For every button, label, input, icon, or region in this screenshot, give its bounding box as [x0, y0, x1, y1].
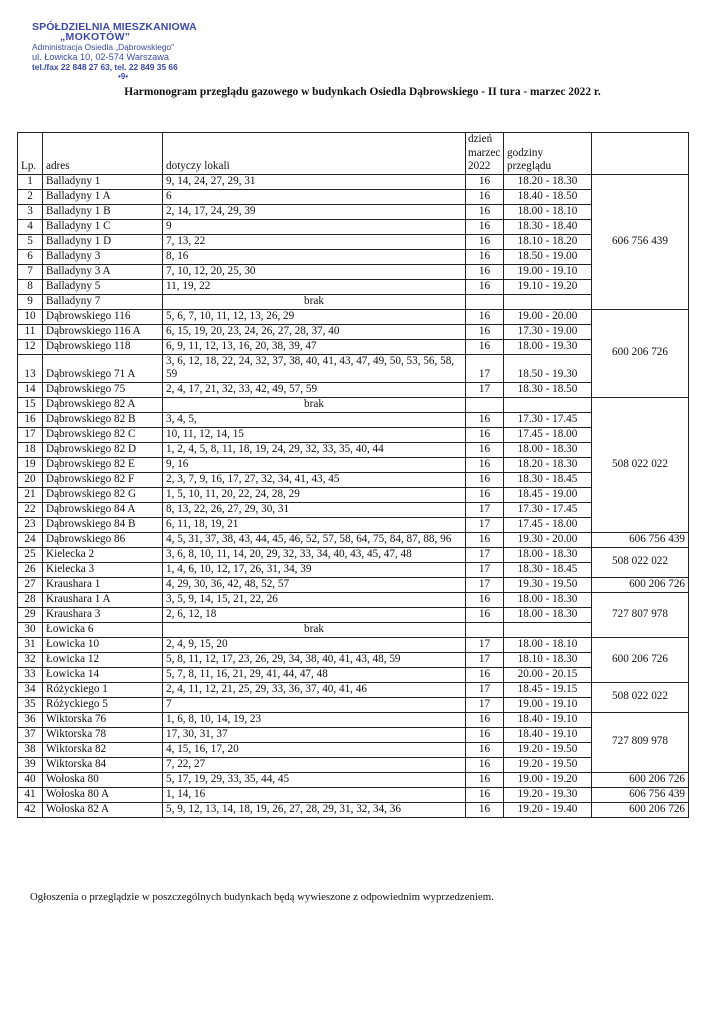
row-units: 6: [163, 189, 466, 204]
row-lp: 34: [18, 682, 43, 697]
row-units: 7, 22, 27: [163, 757, 466, 772]
table-row: [18, 457, 689, 472]
stamp-phones: tel./fax 22 848 27 63, tel. 22 849 35 66: [32, 62, 178, 72]
row-units: 2, 6, 12, 18: [163, 607, 466, 622]
row-units: 2, 4, 17, 21, 32, 33, 42, 49, 57, 59: [163, 382, 466, 397]
row-hours: [504, 397, 592, 412]
row-hours: 19.20 - 19.50: [504, 742, 592, 757]
row-address: Dąbrowskiego 71 A: [43, 354, 163, 382]
row-lp: 16: [18, 412, 43, 427]
row-day: 17: [466, 562, 504, 577]
row-hours: 20.00 - 20.15: [504, 667, 592, 682]
row-lp: 21: [18, 487, 43, 502]
row-address: Kraushara 1 A: [43, 592, 163, 607]
row-hours: 18.40 - 19.10: [504, 727, 592, 742]
row-address: Wołoska 80 A: [43, 787, 163, 802]
row-hours: 17.30 - 17.45: [504, 412, 592, 427]
header-lp: Lp.: [18, 133, 43, 175]
row-lp: 30: [18, 622, 43, 637]
row-hours: 18.45 - 19.15: [504, 682, 592, 697]
row-address: Wiktorska 82: [43, 742, 163, 757]
row-day: 16: [466, 712, 504, 727]
table-row: [18, 502, 689, 517]
stamp-admin: Administracja Osiedla „Dąbrowskiego”: [32, 42, 174, 52]
row-hours: 18.50 - 19.00: [504, 249, 592, 264]
row-units: 9, 14, 24, 27, 29, 31: [163, 174, 466, 189]
table-row: [18, 309, 689, 324]
row-lp: 19: [18, 457, 43, 472]
table-row: [18, 382, 689, 397]
row-lp: 24: [18, 532, 43, 547]
table-row: [18, 532, 689, 547]
row-address: Dąbrowskiego 82 A: [43, 397, 163, 412]
row-address: Dąbrowskiego 82 D: [43, 442, 163, 457]
row-contact-phone: 508 022 022: [592, 547, 689, 577]
row-day: 17: [466, 354, 504, 382]
row-hours: 17.30 - 17.45: [504, 502, 592, 517]
row-address: Dąbrowskiego 82 B: [43, 412, 163, 427]
row-contact-phone: 600 206 726: [592, 637, 689, 682]
header-address: adres: [43, 133, 163, 175]
row-address: Dąbrowskiego 82 F: [43, 472, 163, 487]
row-hours: 18.45 - 19.00: [504, 487, 592, 502]
row-units: 11, 19, 22: [163, 279, 466, 294]
row-day: 16: [466, 324, 504, 339]
row-hours: 18.30 - 18.45: [504, 562, 592, 577]
table-row: [18, 294, 689, 309]
row-hours: 18.30 - 18.45: [504, 472, 592, 487]
row-units: brak: [163, 294, 466, 309]
row-units: 10, 11, 12, 14, 15: [163, 427, 466, 442]
row-units: 3, 5, 9, 14, 15, 21, 22, 26: [163, 592, 466, 607]
row-hours: 19.00 - 19.10: [504, 697, 592, 712]
row-lp: 6: [18, 249, 43, 264]
row-address: Łowicka 12: [43, 652, 163, 667]
row-lp: 14: [18, 382, 43, 397]
row-hours: 18.00 - 18.30: [504, 547, 592, 562]
row-address: Dąbrowskiego 82 G: [43, 487, 163, 502]
table-row: [18, 324, 689, 339]
row-contact-phone: 508 022 022: [592, 682, 689, 712]
row-hours: [504, 294, 592, 309]
header-day-line3: 2022: [468, 160, 491, 172]
row-day: 16: [466, 487, 504, 502]
row-day: 17: [466, 502, 504, 517]
row-address: Wołoska 80: [43, 772, 163, 787]
row-address: Balladyny 1 A: [43, 189, 163, 204]
row-lp: 5: [18, 234, 43, 249]
row-address: Wiktorska 84: [43, 757, 163, 772]
row-lp: 35: [18, 697, 43, 712]
table-row: [18, 592, 689, 607]
row-hours: 19.00 - 19.20: [504, 772, 592, 787]
row-hours: 17.45 - 18.00: [504, 517, 592, 532]
table-row: [18, 339, 689, 354]
row-lp: 32: [18, 652, 43, 667]
row-lp: 39: [18, 757, 43, 772]
row-day: 17: [466, 382, 504, 397]
row-units: brak: [163, 397, 466, 412]
row-day: 16: [466, 607, 504, 622]
row-lp: 41: [18, 787, 43, 802]
header-row: [18, 133, 689, 175]
row-hours: 17.30 - 19.00: [504, 324, 592, 339]
row-address: Dąbrowskiego 116: [43, 309, 163, 324]
row-units: 4, 15, 16, 17, 20: [163, 742, 466, 757]
row-day: 17: [466, 577, 504, 592]
table-row: [18, 354, 689, 382]
row-lp: 7: [18, 264, 43, 279]
table-row: [18, 742, 689, 757]
row-units: 3, 6, 8, 10, 11, 14, 20, 29, 32, 33, 34, 40, 43, 45, 47, 48: [163, 547, 466, 562]
row-address: Balladyny 3: [43, 249, 163, 264]
row-hours: 18.30 - 18.40: [504, 219, 592, 234]
row-units: 2, 14, 17, 24, 29, 39: [163, 204, 466, 219]
stamp-name: „MOKOTÓW”: [60, 31, 131, 43]
row-address: Dąbrowskiego 82 E: [43, 457, 163, 472]
table-row: [18, 442, 689, 457]
row-address: Balladyny 1 D: [43, 234, 163, 249]
stamp-mark: •9•: [118, 72, 129, 81]
row-lp: 40: [18, 772, 43, 787]
table-row: [18, 249, 689, 264]
table-row: [18, 562, 689, 577]
row-units: 5, 6, 7, 10, 11, 12, 13, 26, 29: [163, 309, 466, 324]
table-row: [18, 412, 689, 427]
row-address: Dąbrowskiego 86: [43, 532, 163, 547]
table-row: [18, 517, 689, 532]
row-contact-phone: 606 756 439: [592, 532, 689, 547]
row-hours: 18.00 - 18.30: [504, 607, 592, 622]
header-units: dotyczy lokali: [163, 133, 466, 175]
row-hours: 18.10 - 18.30: [504, 652, 592, 667]
schedule-table: [17, 132, 689, 818]
row-lp: 13: [18, 354, 43, 382]
row-lp: 3: [18, 204, 43, 219]
row-contact-phone: 606 756 439: [592, 174, 689, 309]
row-units: 9: [163, 219, 466, 234]
table-row: [18, 234, 689, 249]
row-units: 2, 4, 11, 12, 21, 25, 29, 33, 36, 37, 40, 41, 46: [163, 682, 466, 697]
table-row: [18, 652, 689, 667]
row-hours: 19.00 - 19.10: [504, 264, 592, 279]
row-lp: 2: [18, 189, 43, 204]
schedule-body: [18, 133, 689, 818]
stamp-org: SPÓŁDZIELNIA MIESZKANIOWA: [32, 21, 197, 33]
row-contact-phone: 727 807 978: [592, 592, 689, 637]
row-units: 1, 14, 16: [163, 787, 466, 802]
row-lp: 27: [18, 577, 43, 592]
table-row: [18, 174, 689, 189]
row-day: 16: [466, 279, 504, 294]
row-hours: 18.00 - 18.30: [504, 592, 592, 607]
row-units: 8, 13, 22, 26, 27, 29, 30, 31: [163, 502, 466, 517]
table-row: [18, 787, 689, 802]
row-day: 17: [466, 517, 504, 532]
row-units: 3, 4, 5,: [163, 412, 466, 427]
row-day: 16: [466, 189, 504, 204]
row-day: 16: [466, 339, 504, 354]
row-hours: 18.20 - 18.30: [504, 174, 592, 189]
row-units: 1, 6, 8, 10, 14, 19, 23: [163, 712, 466, 727]
table-row: [18, 189, 689, 204]
row-address: Balladyny 7: [43, 294, 163, 309]
row-lp: 9: [18, 294, 43, 309]
row-address: Balladyny 3 A: [43, 264, 163, 279]
row-units: 2, 3, 7, 9, 16, 17, 27, 32, 34, 41, 43, 45: [163, 472, 466, 487]
header-hours-line2: przeglądu: [507, 160, 552, 172]
row-address: Balladyny 5: [43, 279, 163, 294]
document-title: Harmonogram przeglądu gazowego w budynkach Osiedla Dąbrowskiego - II tura - marzec 2022 r.: [124, 86, 601, 98]
row-units: 1, 5, 10, 11, 20, 22, 24, 28, 29: [163, 487, 466, 502]
row-address: Dąbrowskiego 116 A: [43, 324, 163, 339]
row-hours: 17.45 - 18.00: [504, 427, 592, 442]
row-lp: 28: [18, 592, 43, 607]
row-address: Wiktorska 76: [43, 712, 163, 727]
table-row: [18, 697, 689, 712]
row-hours: 19.30 - 20.00: [504, 532, 592, 547]
row-address: Balladyny 1 B: [43, 204, 163, 219]
header-hours-line1: godziny: [507, 146, 544, 159]
row-units: 9, 16: [163, 457, 466, 472]
row-hours: 19.00 - 20.00: [504, 309, 592, 324]
table-row: [18, 757, 689, 772]
row-hours: 18.50 - 19.30: [504, 354, 592, 382]
row-address: Dąbrowskiego 75: [43, 382, 163, 397]
row-day: 16: [466, 532, 504, 547]
row-day: [466, 294, 504, 309]
row-lp: 10: [18, 309, 43, 324]
row-address: Łowicka 10: [43, 637, 163, 652]
row-units: 3, 6, 12, 18, 22, 24, 32, 37, 38, 40, 41, 43, 47, 49, 50, 53, 56, 58, 59: [163, 354, 466, 382]
row-hours: 18.40 - 19.10: [504, 712, 592, 727]
row-hours: 18.00 - 18.10: [504, 637, 592, 652]
row-units: 2, 4, 9, 15, 20: [163, 637, 466, 652]
row-address: Różyckiego 5: [43, 697, 163, 712]
row-address: Kielecka 3: [43, 562, 163, 577]
header-day-line2: marzec: [468, 146, 501, 159]
table-row: [18, 547, 689, 562]
row-day: 16: [466, 309, 504, 324]
row-day: 17: [466, 652, 504, 667]
row-day: 16: [466, 802, 504, 817]
row-lp: 18: [18, 442, 43, 457]
row-lp: 23: [18, 517, 43, 532]
row-units: 17, 30, 31, 37: [163, 727, 466, 742]
table-row: [18, 622, 689, 637]
row-lp: 1: [18, 174, 43, 189]
table-row: [18, 219, 689, 234]
row-contact-phone: 600 206 726: [592, 577, 689, 592]
table-row: [18, 667, 689, 682]
table-row: [18, 637, 689, 652]
row-address: Dąbrowskiego 118: [43, 339, 163, 354]
row-day: 17: [466, 637, 504, 652]
row-lp: 12: [18, 339, 43, 354]
row-units: 5, 7, 8, 11, 16, 21, 29, 41, 44, 47, 48: [163, 667, 466, 682]
row-units: 5, 17, 19, 29, 33, 35, 44, 45: [163, 772, 466, 787]
row-hours: 19.20 - 19.40: [504, 802, 592, 817]
row-address: Kraushara 3: [43, 607, 163, 622]
row-day: 16: [466, 264, 504, 279]
row-hours: 19.10 - 19.20: [504, 279, 592, 294]
row-lp: 25: [18, 547, 43, 562]
stamp-address: ul. Łowicka 10, 02-574 Warszawa: [32, 52, 170, 62]
row-hours: 18.10 - 18.20: [504, 234, 592, 249]
row-day: 16: [466, 234, 504, 249]
row-day: 16: [466, 772, 504, 787]
row-day: 16: [466, 592, 504, 607]
table-row: [18, 264, 689, 279]
row-units: 6, 11, 18, 19, 21: [163, 517, 466, 532]
row-lp: 31: [18, 637, 43, 652]
row-units: 7: [163, 697, 466, 712]
row-day: 16: [466, 757, 504, 772]
row-contact-phone: 727 809 978: [592, 712, 689, 772]
row-hours: 18.40 - 18.50: [504, 189, 592, 204]
cooperative-stamp: [32, 22, 232, 82]
row-day: 16: [466, 204, 504, 219]
row-day: 16: [466, 727, 504, 742]
row-contact-phone: 600 206 726: [592, 309, 689, 397]
row-units: 7, 13, 22: [163, 234, 466, 249]
row-address: Różyckiego 1: [43, 682, 163, 697]
row-units: brak: [163, 622, 466, 637]
row-hours: 18.00 - 18.10: [504, 204, 592, 219]
table-row: [18, 397, 689, 412]
table-row: [18, 577, 689, 592]
row-lp: 37: [18, 727, 43, 742]
header-phone: [592, 133, 689, 175]
row-hours: 19.20 - 19.30: [504, 787, 592, 802]
row-hours: 18.00 - 19.30: [504, 339, 592, 354]
row-contact-phone: 600 206 726: [592, 802, 689, 817]
row-units: 4, 5, 31, 37, 38, 43, 44, 45, 46, 52, 57, 58, 64, 75, 84, 87, 88, 96: [163, 532, 466, 547]
row-lp: 4: [18, 219, 43, 234]
row-units: 6, 15, 19, 20, 23, 24, 26, 27, 28, 37, 40: [163, 324, 466, 339]
row-hours: 18.20 - 18.30: [504, 457, 592, 472]
row-units: 8, 16: [163, 249, 466, 264]
row-day: 17: [466, 682, 504, 697]
row-lp: 17: [18, 427, 43, 442]
table-row: [18, 204, 689, 219]
row-units: 6, 9, 11, 12, 13, 16, 20, 38, 39, 47: [163, 339, 466, 354]
row-lp: 42: [18, 802, 43, 817]
row-day: 16: [466, 427, 504, 442]
row-units: 5, 9, 12, 13, 14, 18, 19, 26, 27, 28, 29, 31, 32, 34, 36: [163, 802, 466, 817]
row-address: Balladyny 1 C: [43, 219, 163, 234]
row-address: Wiktorska 78: [43, 727, 163, 742]
table-row: [18, 279, 689, 294]
row-hours: 19.20 - 19.50: [504, 757, 592, 772]
row-day: 16: [466, 667, 504, 682]
row-day: 16: [466, 742, 504, 757]
row-hours: 19.30 - 19.50: [504, 577, 592, 592]
header-day-line1: dzień: [468, 133, 493, 145]
row-lp: 26: [18, 562, 43, 577]
row-day: 17: [466, 697, 504, 712]
row-lp: 38: [18, 742, 43, 757]
row-contact-phone: 508 022 022: [592, 397, 689, 532]
row-lp: 20: [18, 472, 43, 487]
row-units: 5, 8, 11, 12, 17, 23, 26, 29, 34, 38, 40, 41, 43, 48, 59: [163, 652, 466, 667]
row-units: 1, 2, 4, 5, 8, 11, 18, 19, 24, 29, 32, 33, 35, 40, 44: [163, 442, 466, 457]
table-row: [18, 427, 689, 442]
row-day: 16: [466, 249, 504, 264]
row-day: [466, 622, 504, 637]
row-lp: 22: [18, 502, 43, 517]
row-day: 16: [466, 787, 504, 802]
row-contact-phone: 600 206 726: [592, 772, 689, 787]
row-hours: [504, 622, 592, 637]
table-row: [18, 607, 689, 622]
row-address: Kielecka 2: [43, 547, 163, 562]
table-row: [18, 772, 689, 787]
table-row: [18, 802, 689, 817]
row-address: Łowicka 14: [43, 667, 163, 682]
row-lp: 8: [18, 279, 43, 294]
row-hours: 18.30 - 18.50: [504, 382, 592, 397]
table-row: [18, 487, 689, 502]
row-day: 17: [466, 547, 504, 562]
row-units: 1, 4, 6, 10, 12, 17, 26, 31, 34, 39: [163, 562, 466, 577]
row-address: Dąbrowskiego 84 A: [43, 502, 163, 517]
row-day: 16: [466, 219, 504, 234]
table-row: [18, 472, 689, 487]
row-address: Dąbrowskiego 82 C: [43, 427, 163, 442]
row-contact-phone: 606 756 439: [592, 787, 689, 802]
row-day: [466, 397, 504, 412]
row-units: 7, 10, 12, 20, 25, 30: [163, 264, 466, 279]
table-row: [18, 682, 689, 697]
row-lp: 11: [18, 324, 43, 339]
row-day: 16: [466, 174, 504, 189]
row-lp: 33: [18, 667, 43, 682]
table-row: [18, 712, 689, 727]
row-address: Wołoska 82 A: [43, 802, 163, 817]
row-address: Balladyny 1: [43, 174, 163, 189]
row-units: 4, 29, 30, 36, 42, 48, 52, 57: [163, 577, 466, 592]
row-day: 16: [466, 457, 504, 472]
row-day: 16: [466, 442, 504, 457]
row-lp: 36: [18, 712, 43, 727]
row-lp: 15: [18, 397, 43, 412]
row-address: Dąbrowskiego 84 B: [43, 517, 163, 532]
row-address: Łowicka 6: [43, 622, 163, 637]
row-hours: 18.00 - 18.30: [504, 442, 592, 457]
row-lp: 29: [18, 607, 43, 622]
header-hours: [504, 133, 592, 175]
row-day: 16: [466, 472, 504, 487]
table-row: [18, 727, 689, 742]
footer-note: Ogłoszenia o przeglądzie w poszczególnych budynkach będą wywieszone z odpowiednim wyprzedzeniem.: [30, 891, 494, 903]
row-address: Kraushara 1: [43, 577, 163, 592]
row-day: 16: [466, 412, 504, 427]
header-day: [466, 133, 504, 175]
